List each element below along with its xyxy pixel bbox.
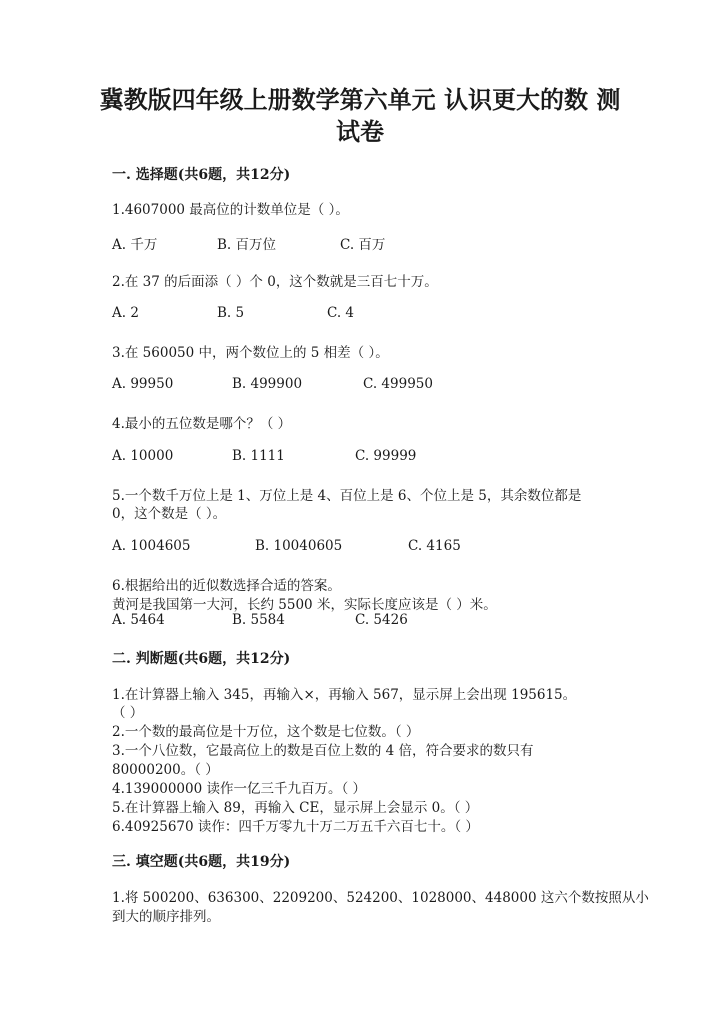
choice-q2-option-b: B. 5 xyxy=(217,305,245,321)
choice-q5-option-b: B. 10040605 xyxy=(255,538,343,554)
judge-q4: 4.139000000 读作一亿三千九百万。（ ） xyxy=(112,781,367,797)
choice-q6-line-1: 6.根据给出的近似数选择合适的答案。 xyxy=(112,578,341,594)
choice-q3: 3.在 560050 中，两个数位上的 5 相差（ ）。 xyxy=(112,345,389,361)
choice-q6-option-b: B. 5584 xyxy=(232,612,285,628)
choice-q1-option-b: B. 百万位 xyxy=(217,237,277,253)
choice-q1-option-a: A. 千万 xyxy=(112,237,158,253)
choice-q4-option-a: A. 10000 xyxy=(112,448,174,464)
choice-q4-option-c: C. 99999 xyxy=(355,448,417,464)
choice-q6-option-a: A. 5464 xyxy=(112,612,165,628)
fill-q1-line-2: 到大的顺序排列。 xyxy=(112,909,220,925)
judge-q5: 5.在计算器上输入 89，再输入 CE，显示屏上会显示 0。（ ） xyxy=(112,800,479,816)
choice-q2: 2.在 37 的后面添（ ）个 0，这个数就是三百七十万。 xyxy=(112,274,438,290)
page-title xyxy=(80,84,640,148)
judge-q3-line-1: 3.一个八位数，它最高位上的数是百位上数的 4 倍，符合要求的数只有 xyxy=(112,743,534,759)
judge-q1-line-2: （ ） xyxy=(112,705,144,721)
judge-q6: 6.40925670 读作：四千万零九十万二万五千六百七十。（ ） xyxy=(112,819,479,835)
section-heading-judge: 二. 判断题(共6题，共12分) xyxy=(112,651,291,667)
choice-q5-line-2: 0，这个数是（ ）。 xyxy=(112,506,227,522)
choice-q5-line-1: 5.一个数千万位上是 1、万位上是 4、百位上是 6、个位上是 5，其余数位都是 xyxy=(112,488,582,504)
judge-q3-line-2: 80000200。（ ） xyxy=(112,762,219,778)
choice-q2-option-a: A. 2 xyxy=(112,305,139,321)
fill-q1-line-1: 1.将 500200、636300、2209200、524200、1028000、448000 这六个数按照从小 xyxy=(112,890,649,906)
choice-q2-option-c: C. 4 xyxy=(327,305,355,321)
choice-q4: 4.最小的五位数是哪个？（ ） xyxy=(112,416,292,432)
choice-q5-option-c: C. 4165 xyxy=(408,538,461,554)
choice-q3-option-b: B. 499900 xyxy=(232,376,303,392)
choice-q3-option-c: C. 499950 xyxy=(363,376,433,392)
choice-q1-option-c: C. 百万 xyxy=(340,237,386,253)
choice-q4-option-b: B. 1111 xyxy=(232,448,285,464)
choice-q6-line-2: 黄河是我国第一大河，长约 5500 米，实际长度应该是（ ）米。 xyxy=(112,597,497,613)
title-line-2: 试卷 xyxy=(336,117,384,146)
judge-q1-line-1: 1.在计算器上输入 345，再输入×，再输入 567，显示屏上会出现 195615。 xyxy=(112,687,577,703)
choice-q1: 1.4607000 最高位的计数单位是（ ）。 xyxy=(112,202,349,218)
title-line-1: 冀教版四年级上册数学第六单元 认识更大的数 测 xyxy=(99,85,621,114)
section-heading-fill: 三. 填空题(共6题，共19分) xyxy=(112,854,291,870)
section-heading-choice: 一. 选择题(共6题，共12分) xyxy=(112,167,291,183)
judge-q2: 2.一个数的最高位是十万位，这个数是七位数。（ ） xyxy=(112,724,420,740)
choice-q6-option-c: C. 5426 xyxy=(355,612,408,628)
choice-q3-option-a: A. 99950 xyxy=(112,376,174,392)
choice-q5-option-a: A. 1004605 xyxy=(112,538,191,554)
